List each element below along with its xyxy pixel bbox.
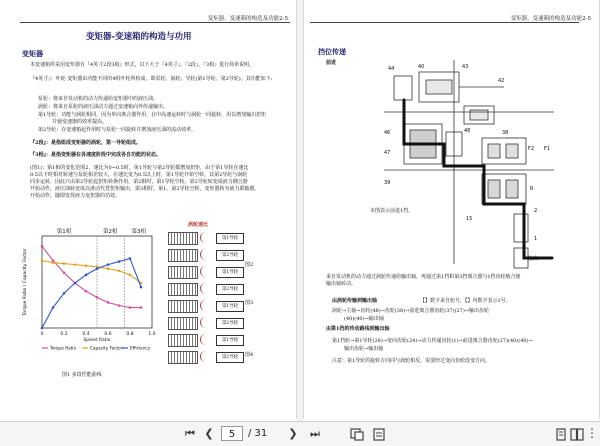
stator-label: 第2导轮 [216, 352, 244, 363]
stator-table-row [168, 315, 268, 330]
flow-indicator [200, 232, 213, 243]
stator-schematic [168, 283, 198, 296]
diagram-label-40: 40 [418, 64, 425, 70]
series-1-point [96, 296, 99, 299]
series-3-point [41, 327, 44, 330]
page-title: 变矩器-变速箱的构造与功用 [86, 32, 192, 42]
series-3-point [63, 292, 66, 295]
stator-label: 第2导轮 [216, 284, 244, 295]
diagram-label-48: 48 [464, 128, 471, 134]
x-tick-label: 0 [40, 332, 44, 337]
stator-label: 第2导轮 [216, 250, 244, 261]
stator-schematic [168, 232, 198, 245]
para-phase-desc-5: 开始动作，随即发挥液力变扭器的功效。 [30, 193, 121, 199]
series-3-point [140, 286, 143, 289]
series-3-point [129, 257, 132, 260]
x-tick-label: 0.2 [60, 332, 68, 337]
flow-indicator [200, 300, 213, 311]
series-2-point [63, 262, 66, 265]
flow-note: 【】数字来自轮号，【】内数字表示1号。 [420, 298, 511, 304]
viewer-toolbar [0, 421, 600, 446]
series-1-point [107, 301, 110, 304]
first-page-button[interactable]: ⏮ [185, 427, 195, 440]
stator-table-row [168, 332, 268, 347]
def-pump: 泵轮：将来自发动机的动力传递给变矩器中的液压油。 [38, 96, 159, 102]
para-phase-desc-1: (图1)：第1相的变化范围2，速比为0~0.5时，第1导轮与第2导轮都增加扭矩，由于第1导轮在速比 [30, 165, 249, 171]
para-phase-desc-3: 同步运转，因此只由第2导轮起扭矩转换作用，第2相时，第1导轮空转。第2导轮转变成液力耦合器 [30, 179, 248, 185]
series-1-point [63, 272, 66, 275]
stator-table-row [168, 230, 268, 245]
stator-label: 第1导轮 [216, 233, 244, 244]
left-page [0, 0, 297, 419]
para-three-phase: 『3相』：是指变矩器在各速度阶段中完成各自功能的状态。 [30, 152, 161, 158]
output-label: 输出 [528, 256, 539, 262]
stator-label: 第2导轮 [216, 318, 244, 329]
stator-label: 第1导轮 [216, 267, 244, 278]
left-running-head: 变矩器、变速箱的构造及功能2-5 [207, 16, 288, 22]
section-heading-gear: 挡位传递 [318, 47, 346, 56]
series-2-point [85, 264, 88, 267]
right-header-rule [310, 22, 579, 23]
series-3-point [96, 267, 99, 270]
def-stator1: 第1导轮：功能与涡轮相同，因为单向离合器作用，在中高速运转时与涡轮一同旋转，用以增加输出扭矩 [38, 112, 267, 118]
phase-label-2: 第2相 [102, 229, 118, 235]
last-page-button[interactable]: ⏭ [310, 427, 320, 440]
diagram-label-42: 42 [498, 78, 505, 84]
diagram-label-39: 39 [384, 180, 391, 186]
series-1-point [129, 306, 132, 309]
y-axis-label: Torque Ratio / Capacity Factor [23, 248, 28, 316]
flow-heading: 由涡轮传输到输出轴 [332, 298, 378, 304]
flow-indicator [200, 351, 213, 362]
stator-table-row [168, 281, 268, 296]
flow-indicator [200, 334, 213, 345]
series-1-point [85, 290, 88, 293]
def-stator1-cont: 并使变速器的效率提高。 [52, 119, 108, 125]
phase-label-1: 第1相 [56, 229, 72, 235]
flow-indicator [200, 283, 213, 294]
right-page [303, 0, 600, 419]
stator-schematic [168, 300, 198, 313]
stator-label: 第1导轮 [216, 301, 244, 312]
diagram-label-1: 1 [534, 236, 538, 242]
diagram-label-38: 38 [502, 130, 509, 136]
legend-entry-3: Efficiency [130, 345, 151, 351]
para-phase-desc-4: 开始动作，液压油转变成以滑动代替扭矩输出，第3相时，第1、第2导轮空转，变矩器转为液力联轴器。 [30, 186, 260, 192]
stator-label: 第1导轮 [216, 335, 244, 346]
diagram-label-15: 15 [466, 216, 473, 222]
right-para-1-cont: 输出轴转动。 [326, 281, 357, 287]
series-3-point [118, 260, 121, 263]
phase-label-3: 第3相 [131, 229, 147, 235]
series-3-point [52, 306, 55, 309]
series-1-point [118, 304, 121, 307]
diagram-label-r: R [530, 186, 534, 192]
stator-schematic [168, 351, 198, 364]
series-2-point [74, 263, 77, 266]
stator-schematic [168, 266, 198, 279]
performance-curve-chart [20, 222, 160, 370]
more-options-icon[interactable]: ⋮ [586, 426, 598, 440]
single-page-icon[interactable] [556, 428, 566, 441]
series-3-point [74, 282, 77, 285]
page-number-input[interactable]: 5 [221, 426, 243, 441]
left-header-rule [20, 22, 290, 23]
flow-indicator [200, 249, 213, 260]
flow-line-2: (40)(40)→输出轴 [344, 316, 384, 322]
diagram-label-43: 43 [462, 64, 469, 70]
stator-schematic [168, 317, 198, 330]
para-impeller: 『4英寸』：叶轮 变矩器由功能不同的4组叶轮所构成，即泵轮、涡轮、导轮(第1导轮、第2导轮)。其功能如下: [30, 76, 273, 82]
stator-schematic [168, 249, 198, 262]
flow-line-1: 涡轮→主轴→齿轮(48)→齿轮(38)→前进离合器齿轮(37)(27)→输出齿轮 [332, 308, 490, 314]
def-stator2: 第2导轮：在变速箱起作用时与泵轮一同旋转并增加液压油的流动效率。 [38, 127, 197, 133]
series-2-point [118, 269, 121, 272]
flow-line-3: 第1挡轮→第1导轮(28)→变向齿轮(24)→动力传递齿轮(1)→前进离合器齿轮(27)(40)(40)→ [332, 338, 533, 344]
diagram-label-f1: F1 [544, 146, 551, 152]
note-text: 注意：第1导轮的旋转方向同与涡轮相反，需要经过变向齿轮改变方向。 [332, 358, 491, 364]
intro-text: 本变速箱所采用变矩器有『4英寸2段3相』形式，以下大于『4英寸』、『2段』、『3相』进行简单说明。 [30, 62, 255, 68]
x-tick-label: 0.6 [104, 332, 112, 337]
page-total: / 31 [248, 428, 268, 439]
zoom-tool-icon[interactable] [350, 428, 364, 441]
series-2-point [41, 259, 44, 262]
fig4-label: 图4 [245, 352, 254, 358]
prev-page-button[interactable]: ❮ [204, 427, 214, 440]
x-tick-label: 1.0 [148, 332, 156, 337]
stator-schematic [168, 334, 198, 347]
diagram-label-46: 46 [384, 130, 391, 136]
diagram-label-2: 2 [534, 208, 538, 214]
fig3-label: 图3 [245, 300, 254, 306]
next-page-button[interactable]: ❯ [288, 427, 298, 440]
flow-indicator [200, 317, 213, 328]
diagram-label-47: 47 [384, 150, 391, 156]
series-2-point [52, 261, 55, 264]
x-axis-label: Speed Ratio [83, 338, 111, 343]
series-2-point [107, 267, 110, 270]
flow-indicator [200, 266, 213, 277]
diagram-label-f2: F2 [528, 146, 535, 152]
series-1-point [140, 306, 143, 309]
two-page-icon[interactable] [570, 428, 584, 441]
fit-page-icon[interactable] [372, 428, 386, 441]
right-running-head: 变矩器、变速箱的构造及功能2-5 [510, 16, 591, 22]
diagram-caption: 本图表示前进1挡。 [370, 208, 414, 214]
flow-line-4: 输出齿轮→输出轴 [344, 346, 384, 352]
series-3-point [107, 263, 110, 266]
chart-caption: 图1 多段性能曲线 [62, 372, 102, 378]
transmission-diagram [364, 54, 564, 274]
table-heading: 涡轮速比 [188, 222, 209, 228]
series-2-point [129, 274, 132, 277]
right-para-1: 来自发动机的动力通过涡轮传递给输出轴，再通过第1挡和第3挡离合器与1挡齿轮啮合使 [326, 274, 521, 280]
def-turbine: 涡轮：将来自泵轮的液压油动力通过变速箱向外传递输出。 [38, 104, 169, 110]
para-phase-desc-2: 0.5以下时相对转速与泵轮相差较大，在速比变为0.5以上时，第1导轮开始空转，其第2导轮与涡轮 [30, 172, 248, 178]
series-1-point [41, 245, 44, 248]
series-3-point [85, 274, 88, 277]
para-two-stage: 『2段』：是指组成变矩器的涡轮，第一导轮组成。 [30, 140, 141, 146]
legend-entry-2: Capacity Factor [90, 345, 123, 351]
stator-table-row [168, 247, 268, 262]
section-heading-converter: 变矩器 [22, 49, 43, 58]
x-tick-label: 0.4 [82, 332, 90, 337]
diagram-label-44: 44 [388, 66, 395, 72]
subsection-forward: 前进 [326, 60, 337, 66]
x-tick-label: 0.8 [126, 332, 134, 337]
flow-heading-2: 由第1挡的传动路线到输出轴 [326, 326, 390, 332]
fig2-label: 图2 [245, 262, 254, 268]
legend-entry-1: Torque Ratio [50, 345, 77, 351]
